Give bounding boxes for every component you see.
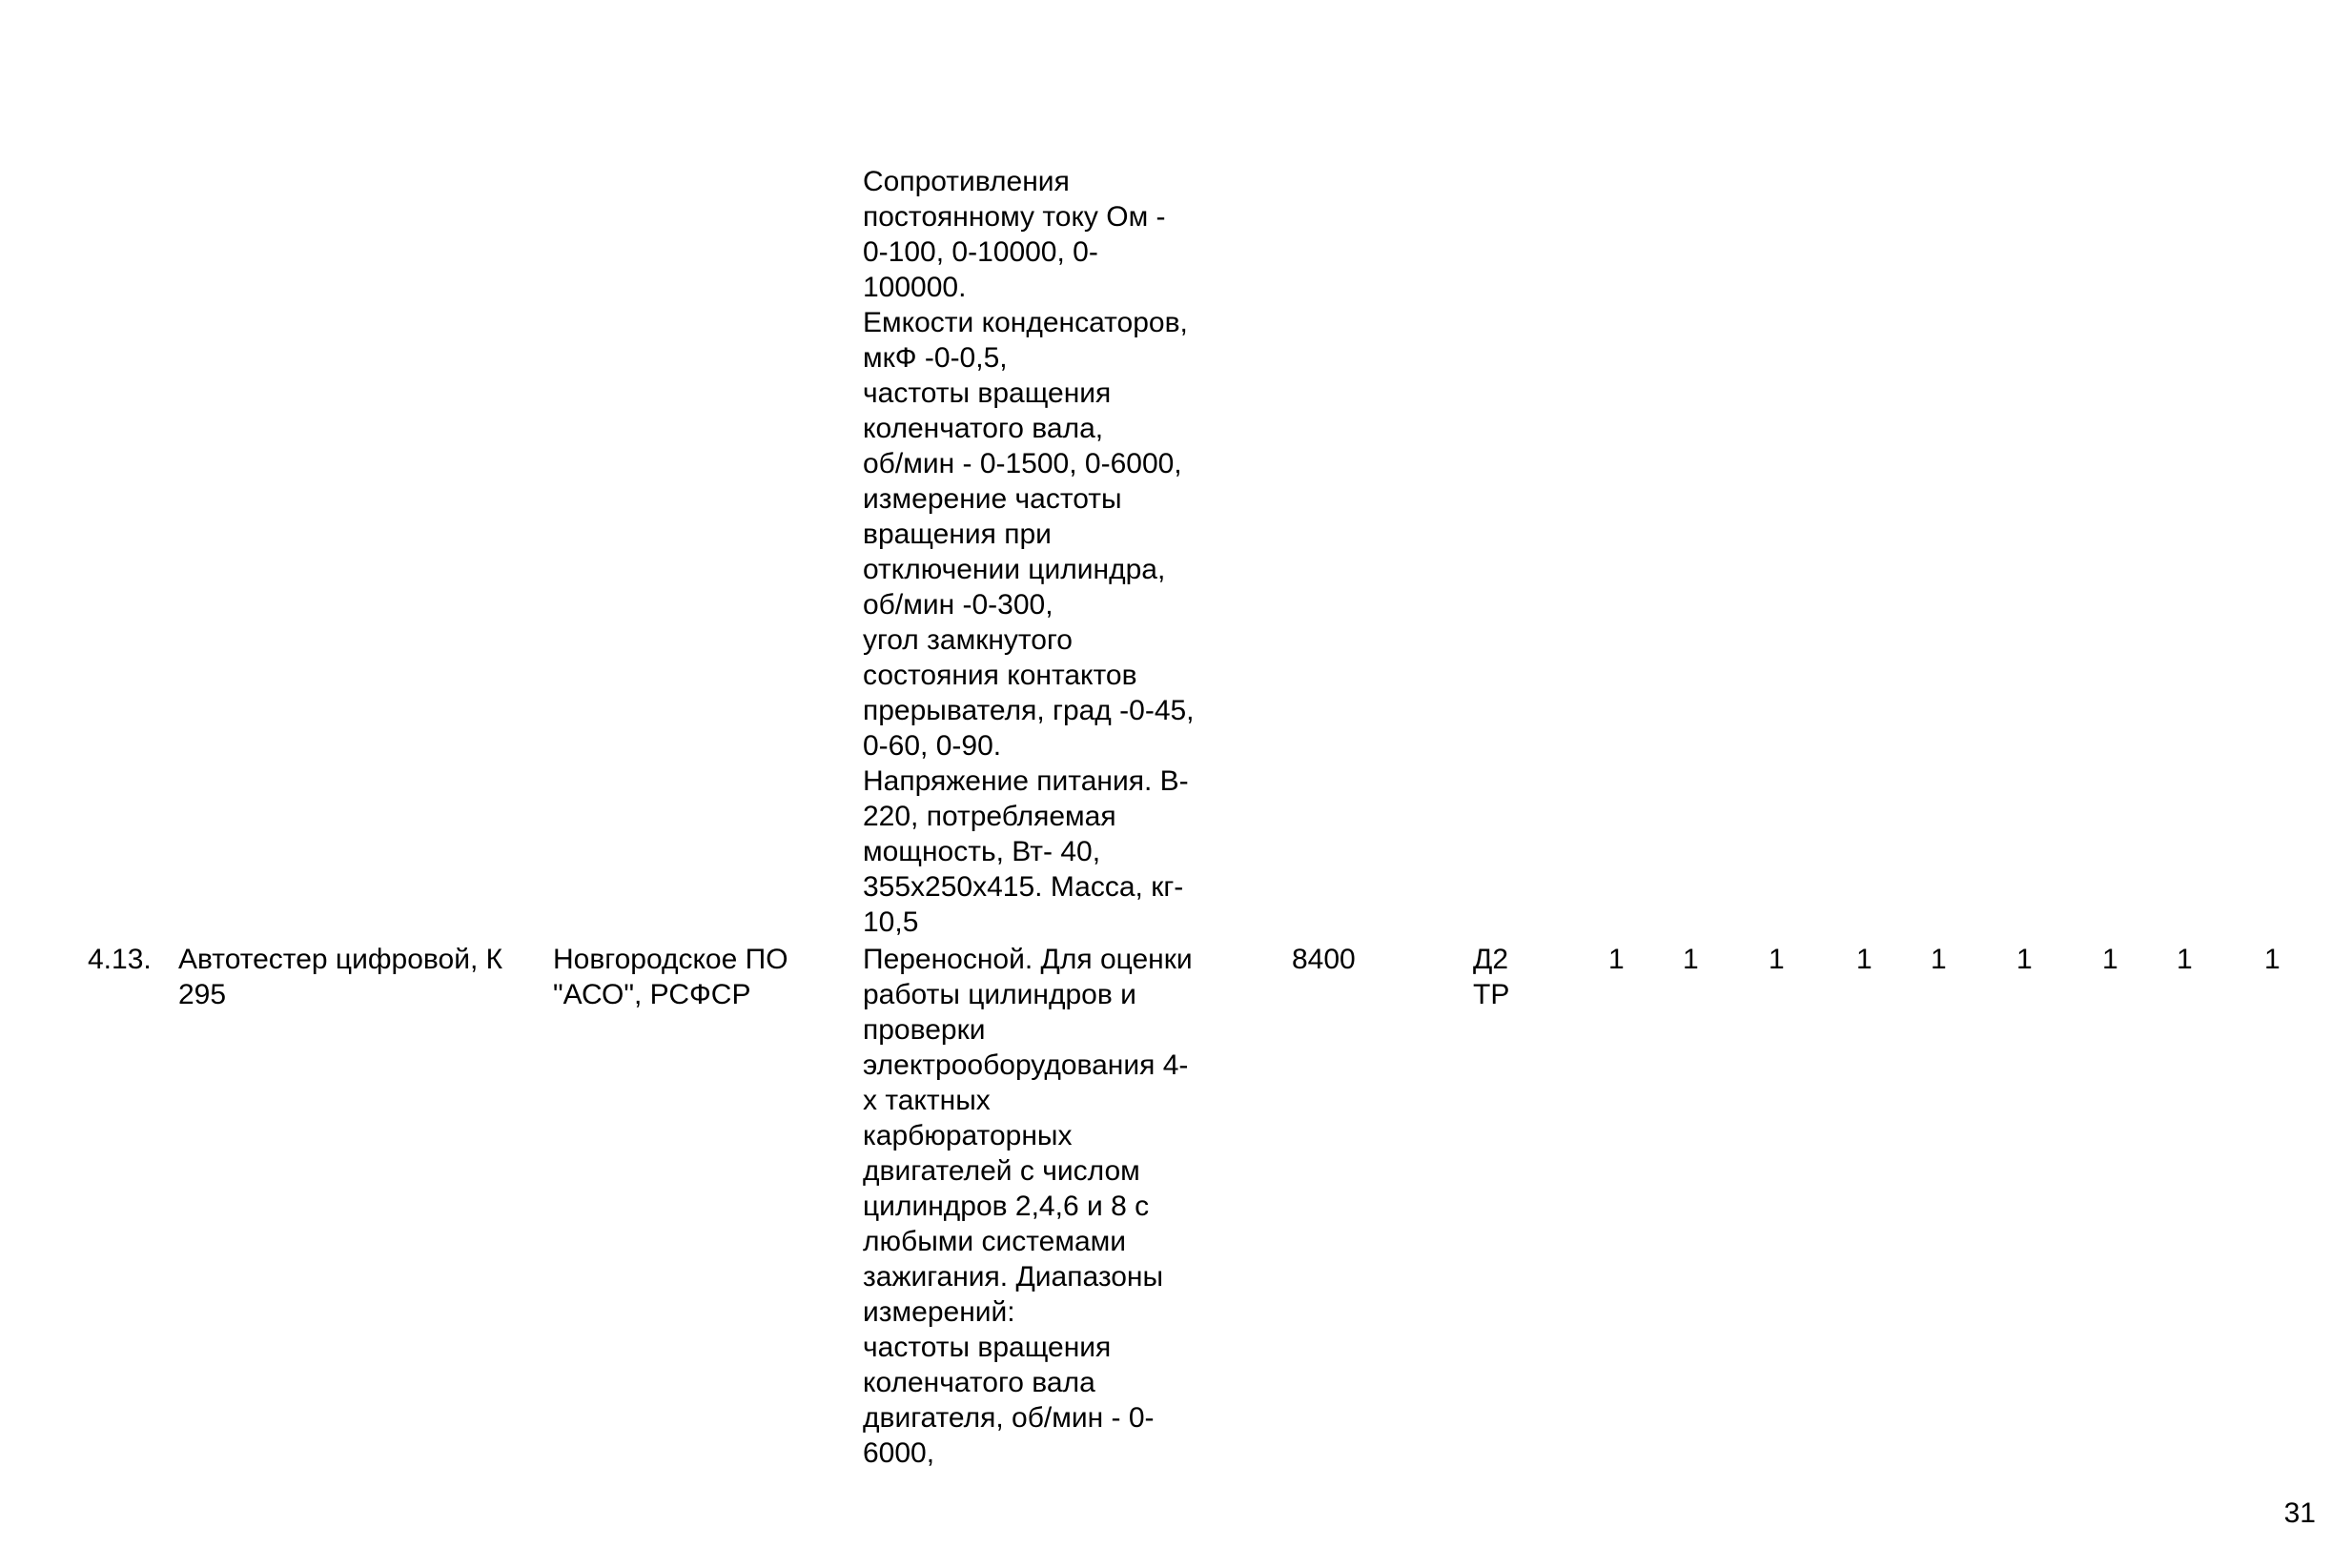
manufacturer-cell: Новгородское ПО "АСО", РСФСР [553,944,788,1010]
code-cell: Д2 ТР [1473,944,1510,1010]
device-name-cell: Автотестер цифровой, К 295 [178,944,503,1010]
quantity-cell-7: 1 [2102,944,2118,975]
row-number: 4.13. [88,944,152,975]
quantity-cell-4: 1 [1856,944,1872,975]
page-number: 31 [2283,1497,2316,1529]
quantity-cell-3: 1 [1769,944,1785,975]
quantity-cell-2: 1 [1683,944,1699,975]
quantity-cell-5: 1 [1931,944,1947,975]
continued-description-cell: Сопротивления постоянному току Ом - 0-100, 0-10000, 0- 100000. Емкости конденсаторов, мкФ -0-0,5, частоты вращения коленчатого вала, об/мин - 0-1500, 0-6000, измерение частоты вращения при отключении цилиндра, об/мин -0-300, угол замкнутого состояния контактов прерывателя, град -0-45, 0-60, 0-90. Напряжение питания. В- 220, потребляемая мощность, Вт- 40, 355x250x415. Масса, кг- 10,5 [863,166,1195,938]
description-cell: Переносной. Для оценки работы цилиндров и проверки электрооборудования 4- х тактных карбюраторных двигателей с числом цилиндров 2,4,6 и 8 с любыми системами зажигания. Диапазоны измерений: частоты вращения коленчатого вала двигателя, об/мин - 0- 6000, [863,944,1193,1469]
quantity-cell-9: 1 [2264,944,2281,975]
quantity-cell-8: 1 [2177,944,2193,975]
quantity-cell-1: 1 [1608,944,1625,975]
quantity-cell-6: 1 [2016,944,2033,975]
price-cell: 8400 [1292,944,1356,975]
